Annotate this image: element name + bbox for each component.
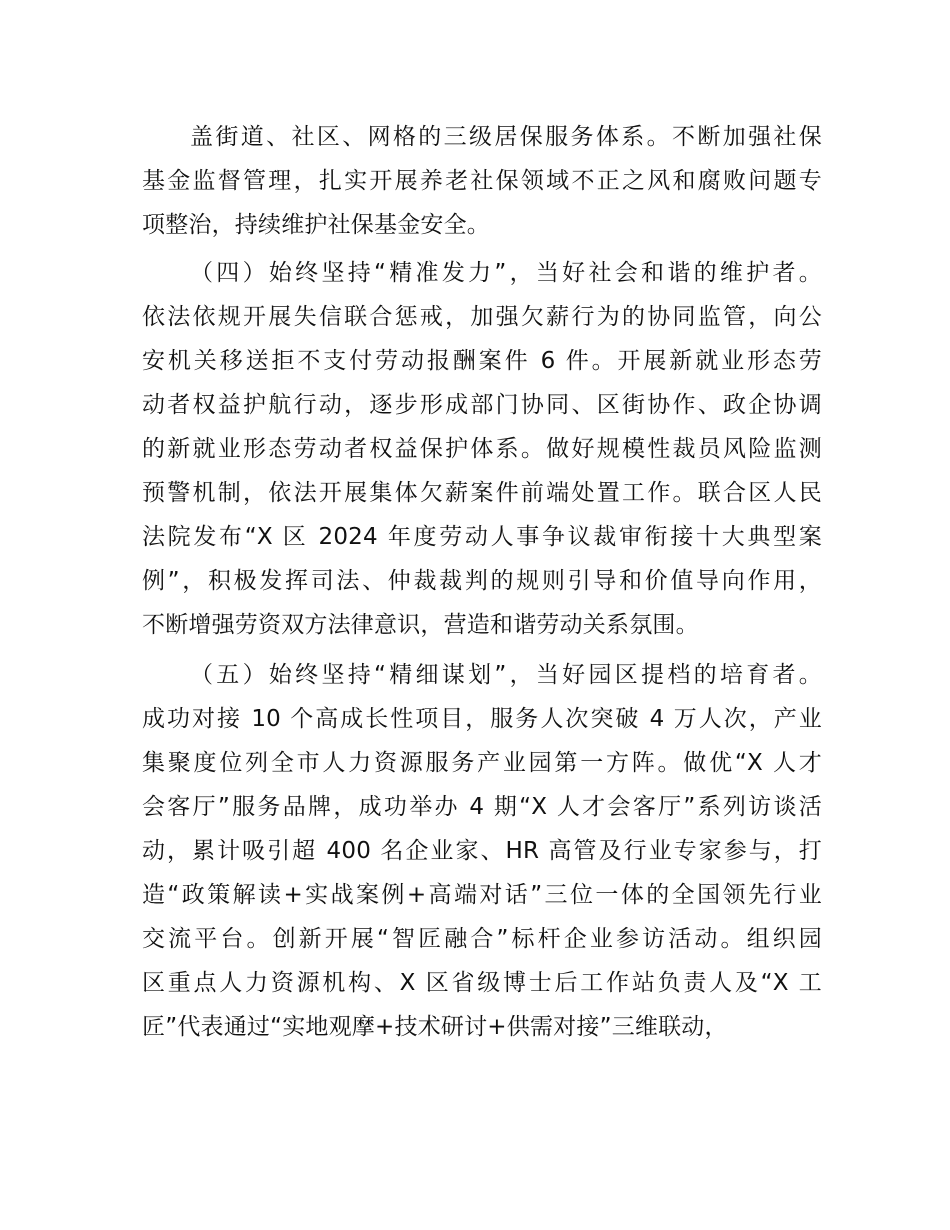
- text-line: 基金监督管理，扎实开展养老社保领域不正之风和腐败问题专: [142, 168, 822, 194]
- text-line: 成功对接 10 个高成长性项目，服务人次突破 4 万人次，产业: [142, 706, 822, 732]
- text-line: 不断增强劳资双方法律意识，营造和谐劳动关系氛围。: [142, 612, 699, 638]
- text-line: 匠”代表通过“实地观摩+技术研讨+供需对接”三维联动，: [142, 1014, 728, 1040]
- text-line: 例”，积极发挥司法、仲裁裁判的规则引导和价值导向作用，: [142, 568, 822, 594]
- section-heading-5: （五）始终坚持“精细谋划”，当好园区提档的培育者。: [190, 662, 822, 688]
- text-line: 造“政策解读+实战案例+高端对话”三位一体的全国领先行业: [142, 882, 822, 908]
- text-line: 集聚度位列全市人力资源服务产业园第一方阵。做优“X 人才: [142, 750, 822, 776]
- text-line: 预警机制，依法开展集体欠薪案件前端处置工作。联合区人民: [142, 480, 822, 506]
- text-line: 盖街道、社区、网格的三级居保服务体系。不断加强社保: [190, 124, 822, 150]
- text-line: 区重点人力资源机构、X 区省级博士后工作站负责人及“X 工: [142, 970, 822, 996]
- section-heading-4: （四）始终坚持“精准发力”，当好社会和谐的维护者。: [190, 260, 822, 286]
- text-line: 交流平台。创新开展“智匠融合”标杆企业参访活动。组织园: [142, 926, 822, 952]
- text-line: 动者权益护航行动，逐步形成部门协同、区街协作、政企协调: [142, 392, 822, 418]
- text-line: 安机关移送拒不支付劳动报酬案件 6 件。开展新就业形态劳: [142, 348, 822, 374]
- text-line: 依法依规开展失信联合惩戒，加强欠薪行为的协同监管，向公: [142, 304, 822, 330]
- text-line: 法院发布“X 区 2024 年度劳动人事争议裁审衔接十大典型案: [142, 524, 822, 550]
- text-line: 动，累计吸引超 400 名企业家、HR 高管及行业专家参与，打: [142, 838, 822, 864]
- text-line: 会客厅”服务品牌，成功举办 4 期“X 人才会客厅”系列访谈活: [142, 794, 822, 820]
- text-line: 项整治，持续维护社保基金安全。: [142, 212, 490, 238]
- text-line: 的新就业形态劳动者权益保护体系。做好规模性裁员风险监测: [142, 436, 822, 462]
